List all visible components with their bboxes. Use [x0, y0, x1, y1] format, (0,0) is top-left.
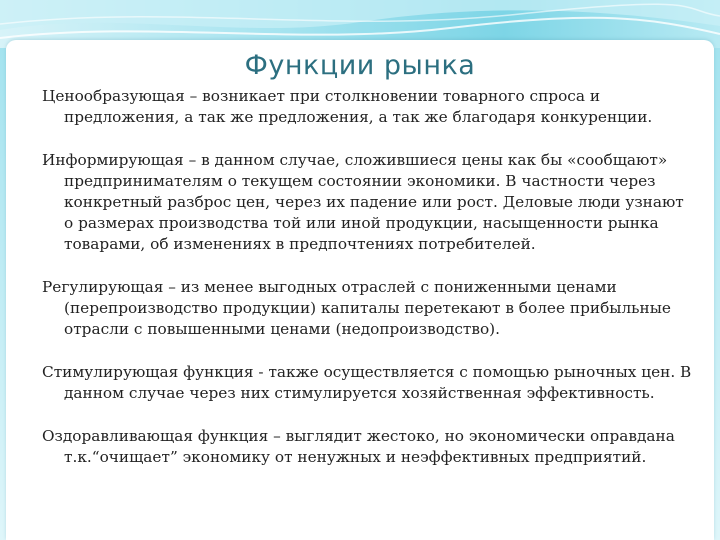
paragraph-informing: Информирующая – в данном случае, сложившиеся цены как бы «сообщают» предпринимателям о текущем состоянии экономики. В частности через конкретный разброс цен, через их падение или рост. Деловые люди узнают о размерах производства той или иной продукции, насыщенности рынка товарами, об изменениях в предпочтениях потребителей.: [42, 151, 684, 253]
right-border: [714, 48, 720, 540]
paragraph-stimulating: Стимулирующая функция - также осуществляется с помощью рыночных цен. В данном случае через них стимулируется хозяйственная эффективность.: [42, 363, 692, 402]
paragraph-list: [42, 86, 692, 490]
paragraph-sanitizing: Оздоравливающая функция – выглядит жестоко, но экономически оправдана т.к.“очищает” экономику от ненужных и неэффективных предприятий.: [42, 427, 675, 466]
paragraph-price-forming: Ценообразующая – возникает при столкновении товарного спроса и предложения, а так же предложения, а так же благодаря конкуренции.: [42, 87, 653, 126]
slide-title: Функции рынка: [244, 50, 476, 81]
paragraph-regulating: Регулирующая – из менее выгодных отраслей с пониженными ценами (перепроизводство продукции) капиталы перетекают в более прибыльные отрасли с повышенными ценами (недопроизводство).: [42, 278, 671, 338]
